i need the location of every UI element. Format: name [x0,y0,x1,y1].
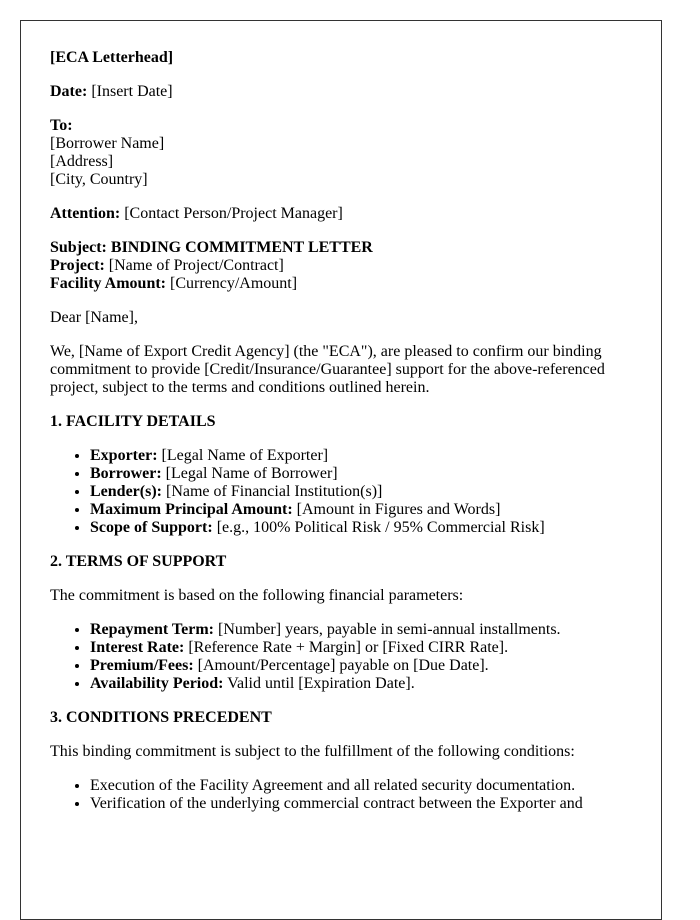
list-item: • Execution of the Facility Agreement and all related security documentation. [90,777,633,795]
list-item: • Exporter: [Legal Name of Exporter] [90,447,633,465]
list-item: • Premium/Fees: [Amount/Percentage] payable on [Due Date]. [90,657,633,675]
intro-paragraph: We, [Name of Export Credit Agency] (the "ECA"), are pleased to confirm our binding commitment to provide [Credit/Insurance/Guarantee] support for the above-referenced project, subject to the terms and conditions outlined herein. [50,343,605,396]
list-item: • Borrower: [Legal Name of Borrower] [90,465,633,483]
recipient-name: [Borrower Name] [50,135,165,152]
project-value: [Name of Project/Contract] [108,257,284,274]
section-heading-facility-details: 1. FACILITY DETAILS [50,413,216,430]
subject-label: Subject: [50,239,107,256]
conditions-intro: This binding commitment is subject to the fulfillment of the following conditions: [50,743,575,760]
recipient-city-country: [City, Country] [50,171,148,188]
project-line [50,257,633,275]
facility-amount-value: [Currency/Amount] [170,275,298,292]
terms-list [50,621,633,693]
attention-label: Attention: [50,205,121,222]
list-item: • Maximum Principal Amount: [Amount in Figures and Words] [90,501,633,519]
subject-block [50,239,633,293]
project-label: Project: [50,257,105,274]
list-item: • Interest Rate: [Reference Rate + Margin] or [Fixed CIRR Rate]. [90,639,633,657]
list-item: • Availability Period: Valid until [Expiration Date]. [90,675,633,693]
date-line [50,83,633,101]
facility-amount-line [50,275,633,293]
list-item: • Lender(s): [Name of Financial Institution(s)] [90,483,633,501]
subject-value: BINDING COMMITMENT LETTER [110,239,373,256]
list-item: • Scope of Support: [e.g., 100% Political Risk / 95% Commercial Risk] [90,519,633,537]
conditions-list [50,777,633,813]
salutation: Dear [Name], [50,309,138,326]
section-heading-terms-of-support: 2. TERMS OF SUPPORT [50,553,227,570]
attention-value: [Contact Person/Project Manager] [124,205,343,222]
recipient-block [50,117,633,189]
recipient-address: [Address] [50,153,114,170]
letter-page [20,20,662,920]
facility-details-list [50,447,633,537]
terms-intro: The commitment is based on the following financial parameters: [50,587,464,604]
letterhead: [ECA Letterhead] [50,49,174,66]
date-label: Date: [50,83,88,100]
list-item: • Repayment Term: [Number] years, payable in semi-annual installments. [90,621,633,639]
date-value: [Insert Date] [91,83,173,100]
attention-line [50,205,633,223]
subject-line [50,239,633,257]
list-item: • Verification of the underlying commercial contract between the Exporter and [90,795,633,813]
section-heading-conditions-precedent: 3. CONDITIONS PRECEDENT [50,709,272,726]
to-label: To: [50,117,73,134]
facility-amount-label: Facility Amount: [50,275,166,292]
document-viewport [20,20,662,812]
